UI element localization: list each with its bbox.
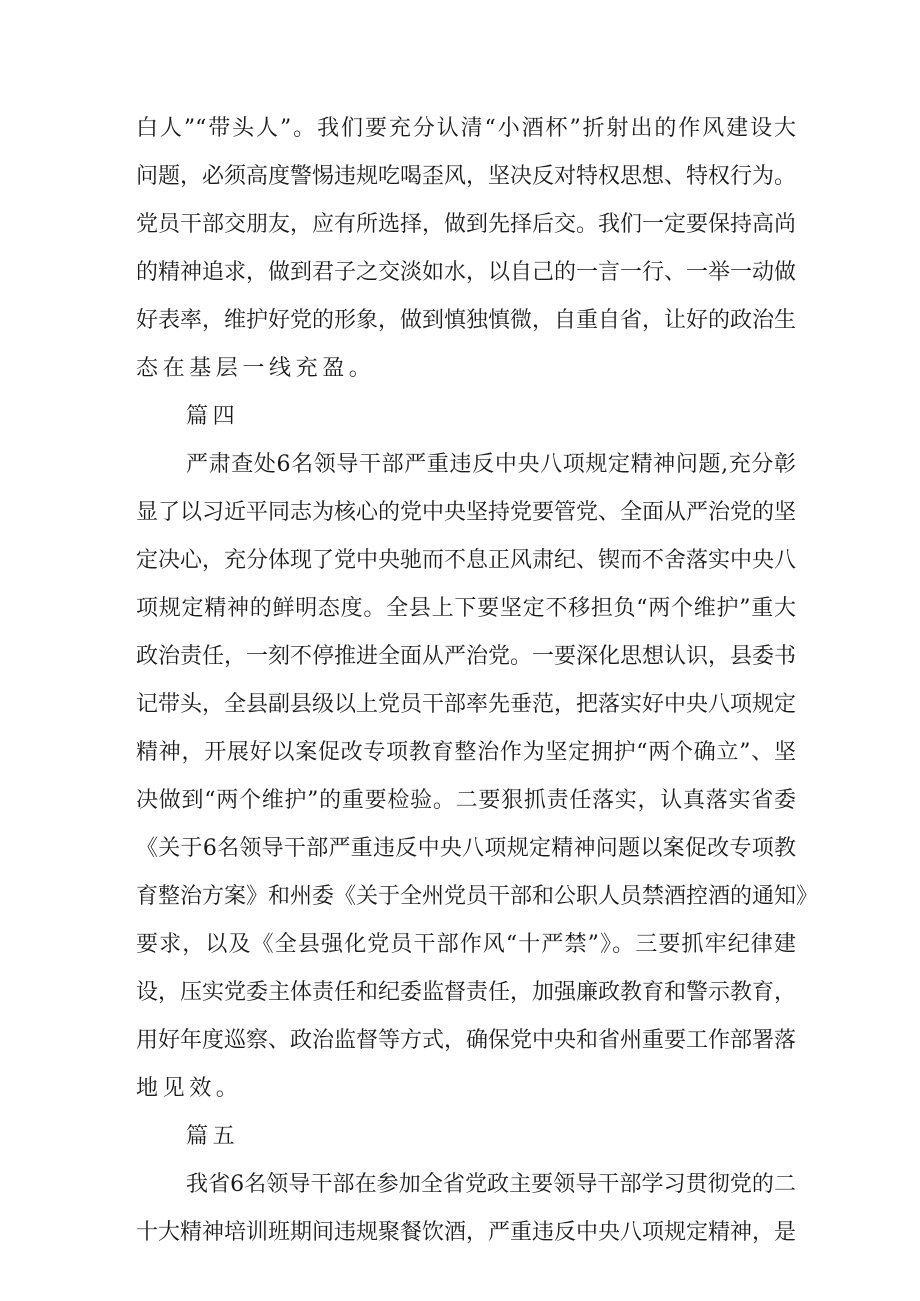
paragraph-line: 定决心，充分体现了党中央驰而不息正风肃纪、锲而不舍落实中央八 [136,548,797,573]
paragraph-line: 的精神追求，做到君子之交淡如水，以自己的一言一行、一举一动做 [136,260,797,285]
paragraph-line: 政治责任，一刻不停推进全面从严治党。一要深化思想认识，县委书 [136,644,797,669]
paragraph-line: 育整治方案》和州委《关于全州党员干部和公职人员禁酒控酒的通知》 [136,884,819,909]
paragraph-line: 《关于6名领导干部严重违反中央八项规定精神问题以案促改专项教 [136,836,796,861]
paragraph-line: 白人”“带头人”。我们要充分认清“小酒杯”折射出的作风建设大 [136,116,796,141]
paragraph-line: 严肃查处6名领导干部严重违反中央八项规定精神问题,充分彰 [186,452,796,477]
section-heading: 篇四 [186,404,240,429]
paragraph-line: 党员干部交朋友，应有所选择，做到先择后交。我们一定要保持高尚 [136,212,797,237]
paragraph-line: 记带头，全县副县级以上党员干部率先垂范，把落实好中央八项规定 [136,692,797,717]
paragraph-line: 十大精神培训班期间违规聚餐饮酒，严重违反中央八项规定精神，是 [136,1220,797,1245]
paragraph-line: 设，压实党委主体责任和纪委监督责任，加强廉政教育和警示教育， [136,980,797,1005]
paragraph-line: 问题，必须高度警惕违规吃喝歪风，坚决反对特权思想、特权行为。 [136,164,797,189]
paragraph-line: 用好年度巡察、政治监督等方式，确保党中央和省州重要工作部署落 [136,1028,797,1053]
paragraph-line: 我省6名领导干部在参加全省党政主要领导干部学习贯彻党的二 [186,1172,796,1197]
paragraph-line: 显了以习近平同志为核心的党中央坚持党要管党、全面从严治党的坚 [136,500,797,525]
paragraph-line: 要求，以及《全县强化党员干部作风“十严禁”》。三要抓牢纪律建 [136,932,796,957]
paragraph-line: 地见效。 [136,1076,243,1101]
section-heading: 篇五 [186,1124,240,1149]
paragraph-line: 项规定精神的鲜明态度。全县上下要坚定不移担负“两个维护”重大 [136,596,796,621]
paragraph-line: 好表率，维护好党的形象，做到慎独慎微，自重自省，让好的政治生 [136,308,797,333]
paragraph-line: 决做到“两个维护”的重要检验。二要狠抓责任落实，认真落实省委 [136,788,796,813]
paragraph-line: 态在基层一线充盈。 [136,356,376,381]
paragraph-line: 精神，开展好以案促改专项教育整治作为坚定拥护“两个确立”、坚 [136,740,796,765]
